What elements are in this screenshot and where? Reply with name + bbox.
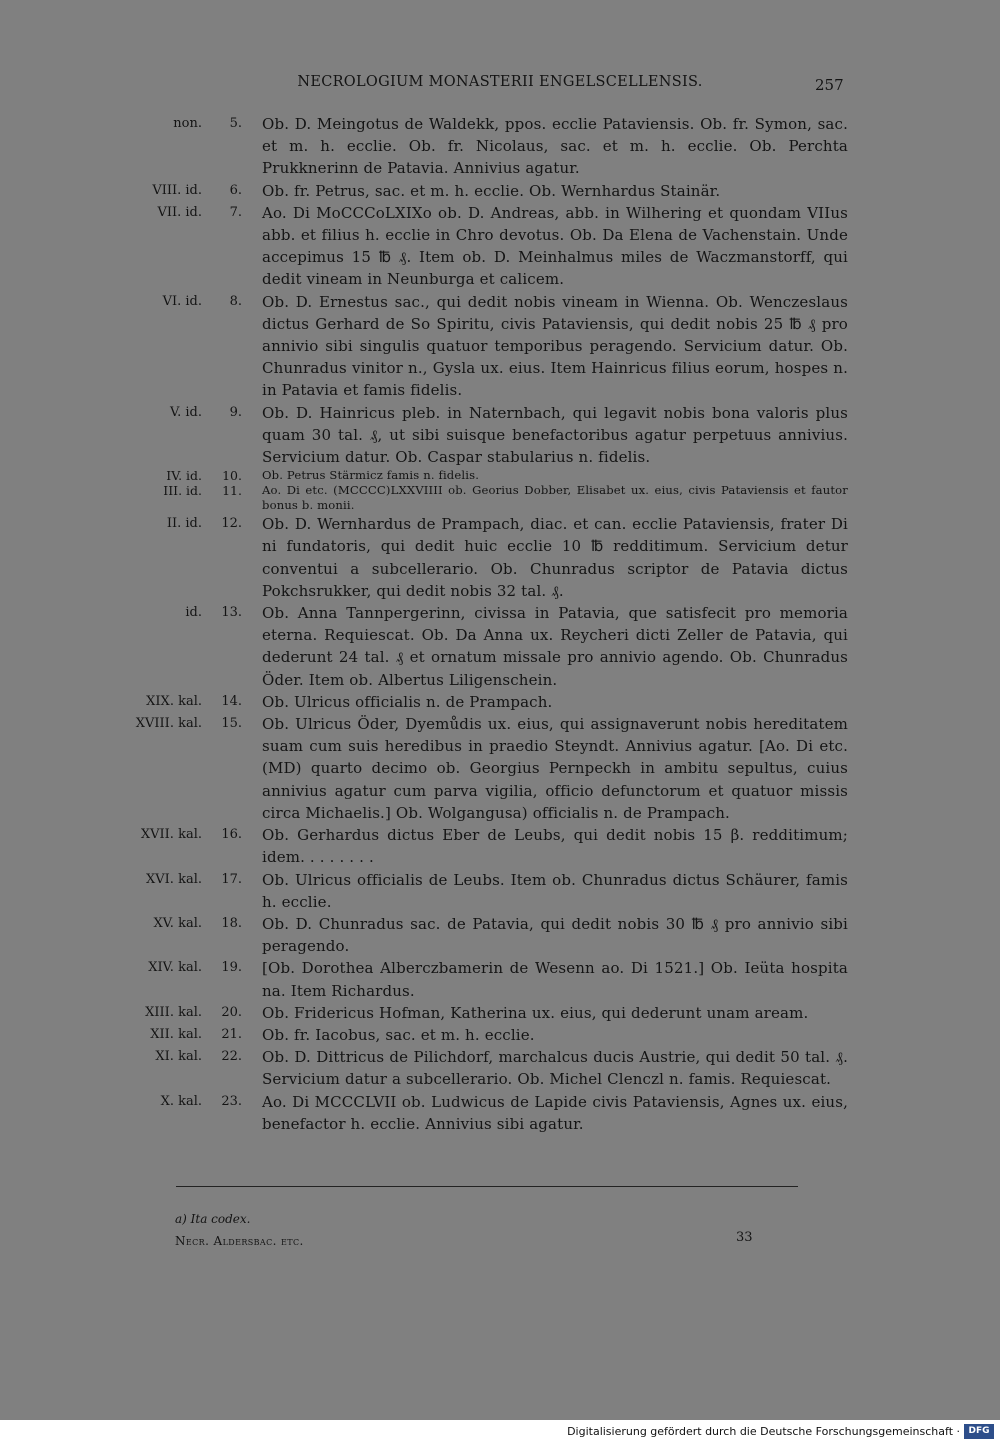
entry-row <box>100 824 860 868</box>
entry-row <box>100 1046 860 1090</box>
entry-day-number: 12. <box>221 516 242 532</box>
entry-date: XVI. kal. <box>146 871 202 887</box>
entry-row <box>100 602 860 691</box>
footnote: a) Ita codex. <box>175 1212 251 1226</box>
entry-day-number: 16. <box>221 827 242 843</box>
entry-text: Ob. fr. Iacobus, sac. et m. h. ecclie. <box>262 1025 535 1044</box>
entry-text: Ob. Gerhardus dictus Eber de Leubs, qui dedit nobis 15 β. redditimum; idem. . . . . . . . <box>262 826 848 867</box>
entry-date: III. id. <box>163 483 202 499</box>
entry-date: XIII. kal. <box>145 1004 202 1020</box>
entry-day-number: 11. <box>222 483 242 499</box>
entry-date: non. <box>173 116 202 131</box>
entry-date: XII. kal. <box>150 1026 202 1042</box>
entry-day-number: 23. <box>221 1093 242 1109</box>
entry-text: Ob. D. Chunradus sac. de Patavia, qui dedit nobis 30 ℔ ₰ pro annivio sibi peragendo. <box>262 914 848 956</box>
entry-text: Ob. Petrus Stärmicz famis n. fidelis. <box>262 468 480 483</box>
entry-day-number: 6. <box>229 182 242 198</box>
entry-date: id. <box>185 605 202 621</box>
entry-row <box>100 468 860 483</box>
entry-row <box>100 1024 860 1046</box>
entry-date: XV. kal. <box>153 915 202 931</box>
entry-text: Ob. D. Ernestus sac., qui dedit nobis vineam in Wienna. Ob. Wenczeslaus dictus Gerhard de So Spiritu, civis Pataviensis, qui dedit nobis 25 ℔ ₰ pro annivio sibi singulis quatuor temporibus peragendo. Servicium datur. Ob. Chunradus vinitor n., Gysla ux. eius. Item Hainricus filius eorum, hospes n. in Patavia et famis fidelis. <box>262 292 848 400</box>
entry-date: XI. kal. <box>155 1049 202 1065</box>
entry-row <box>100 291 860 402</box>
entry-text: Ob. D. Dittricus de Pilichdorf, marchalcus ducis Austrie, qui dedit 50 tal. ₰. Servicium datur a subcellerario. Ob. Michel Clenczl n. famis. Requiescat. <box>262 1048 848 1089</box>
entry-text: Ob. Ulricus officialis de Leubs. Item ob. Chunradus dictus Schäurer, famis h. ecclie. <box>262 870 848 911</box>
entry-day-number: 5. <box>229 116 242 131</box>
entry-row <box>100 483 860 513</box>
entry-day-number: 20. <box>221 1004 242 1020</box>
entry-row <box>100 113 860 180</box>
entry-day-number: 7. <box>229 204 242 220</box>
entry-date: IV. id. <box>166 468 202 484</box>
entry-row <box>100 180 860 202</box>
page-number: 257 <box>815 76 844 94</box>
entry-day-number: 10. <box>222 468 242 484</box>
entry-row <box>100 1091 860 1135</box>
entry-day-number: 9. <box>229 404 242 420</box>
entry-row <box>100 402 860 469</box>
entry-row <box>100 713 860 824</box>
signature-mark: Necr. Aldersbac. etc. <box>175 1234 304 1248</box>
entry-row <box>100 1002 860 1024</box>
entry-text: Ob. Fridericus Hofman, Katherina ux. eius, qui dederunt unam aream. <box>262 1003 809 1022</box>
entry-text: Ob. D. Meingotus de Waldekk, ppos. ecclie Pataviensis. Ob. fr. Symon, sac. et m. h. ecclie. Ob. fr. Nicolaus, sac. et m. h. ecclie. Ob. Perchta Prukknerinn de Patavia. Annivius agatur. <box>262 115 848 178</box>
entry-row <box>100 202 860 291</box>
entry-text: Ob. Anna Tannpergerinn, civissa in Patavia, que satisfecit pro memoria eterna. Requiescat. Ob. Da Anna ux. Reycheri dicti Zeller de Patavia, qui dederunt 24 tal. ₰ et ornatum missale pro annivio agendo. Ob. Chunradus Öder. Item ob. Albertus Liligenschein. <box>262 604 848 689</box>
entry-day-number: 13. <box>221 605 242 621</box>
entry-date: VIII. id. <box>152 182 202 198</box>
entry-text: [Ob. Dorothea Alberczbamerin de Wesenn ao. Di 1521.] Ob. Ieüta hospita na. Item Richardus. <box>262 959 848 1000</box>
sheet-signature-number: 33 <box>736 1230 753 1245</box>
entry-day-number: 19. <box>221 960 242 976</box>
entry-text: Ob. Ulricus Öder, Dyemůdis ux. eius, qui assignaverunt nobis hereditatem suam cum suis heredibus in praedio Steyndt. Annivius agatur. [Ao. Di etc. (MD) quarto decimo ob. Georgius Pernpeckh in ambitu sepultus, cuius annivius agatur cum parva vigilia, officio defunctorum et quatuor missis circa Michaelis.] Ob. Wolgangusa) officialis n. de Prampach. <box>262 715 848 822</box>
running-header-title: NECROLOGIUM MONASTERII ENGELSCELLENSIS. <box>297 74 703 90</box>
entry-day-number: 8. <box>229 293 242 309</box>
entry-date: X. kal. <box>160 1093 202 1109</box>
entry-row <box>100 957 860 1001</box>
entry-date: XIX. kal. <box>146 693 202 709</box>
dfg-credit-text: Digitalisierung gefördert durch die Deutsche Forschungsgemeinschaft · <box>567 1425 960 1438</box>
entry-date: XVII. kal. <box>140 827 202 843</box>
entry-text: Ob. D. Wernhardus de Prampach, diac. et can. ecclie Pataviensis, frater Di ni fundatoris, qui dedit huic ecclie 10 ℔ redditimum. Servicium detur conventui a subcellerario. Ob. Chunradus scriptor de Patavia dictus Pokchsrukker, qui dedit nobis 32 tal. ₰. <box>262 515 848 600</box>
entry-date: V. id. <box>170 404 202 420</box>
entry-date: XVIII. kal. <box>135 716 202 732</box>
entry-day-number: 15. <box>221 716 242 732</box>
entry-text: Ao. Di MoCCCoLXIXo ob. D. Andreas, abb. in Wilhering et quondam VIIus abb. et filius h. ecclie in Chro devotus. Ob. Da Elena de Vachenstain. Unde accepimus 15 ℔ ₰. Item ob. D. Meinhalmus miles de Waczmanstorff, qui dedit vineam in Neunburga et calicem. <box>262 203 848 289</box>
entry-date: XIV. kal. <box>148 960 202 976</box>
entry-day-number: 18. <box>221 915 242 931</box>
necrology-entries <box>100 113 860 1135</box>
entry-text: Ob. Ulricus officialis n. de Prampach. <box>262 692 553 711</box>
entry-date: II. id. <box>166 516 202 532</box>
entry-text: Ao. Di MCCCLVII ob. Ludwicus de Lapide civis Pataviensis, Agnes ux. eius, benefactor h. ecclie. Annivius sibi agatur. <box>262 1092 848 1133</box>
entry-row <box>100 869 860 913</box>
entry-day-number: 21. <box>221 1026 242 1042</box>
entry-row <box>100 513 860 602</box>
footnote-divider <box>176 1186 798 1187</box>
dfg-logo: DFG <box>964 1424 994 1439</box>
dfg-credit-bar <box>0 1420 1000 1445</box>
entry-day-number: 14. <box>221 693 242 709</box>
entry-text: Ob. fr. Petrus, sac. et m. h. ecclie. Ob. Wernhardus Stainär. <box>262 181 721 200</box>
entry-text: Ao. Di etc. (MCCCC)LXXVIIII ob. Georius Dobber, Elisabet ux. eius, civis Pataviensis et fautor bonus b. monii. <box>262 483 848 513</box>
entry-date: VII. id. <box>157 204 202 220</box>
entry-date: VI. id. <box>162 293 202 309</box>
entry-day-number: 22. <box>221 1049 242 1065</box>
entry-day-number: 17. <box>221 871 242 887</box>
entry-row <box>100 691 860 713</box>
entry-row <box>100 913 860 957</box>
entry-text: Ob. D. Hainricus pleb. in Naternbach, qui legavit nobis bona valoris plus quam 30 tal. ₰, ut sibi suisque benefactoribus agatur perpetuus annivius. Servicium datur. Ob. Caspar stabularius n. fidelis. <box>262 403 848 467</box>
